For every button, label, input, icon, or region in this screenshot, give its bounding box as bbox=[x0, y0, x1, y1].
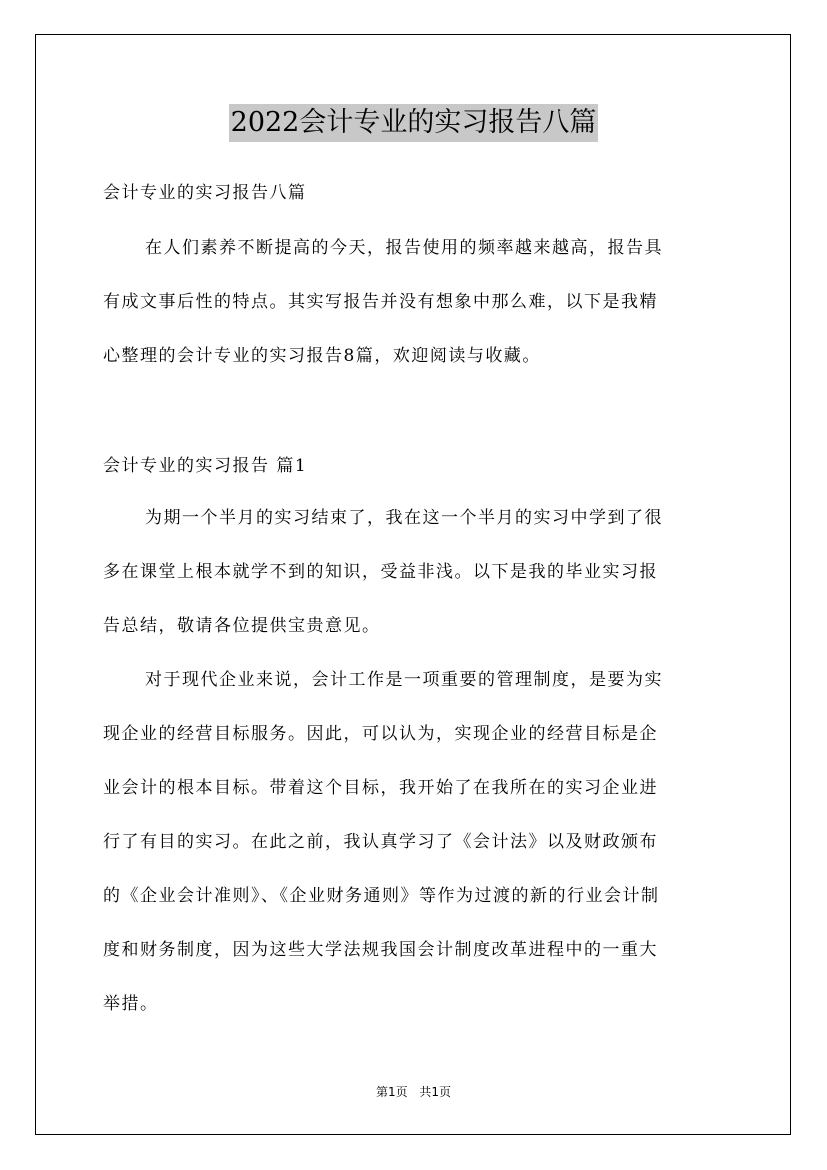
s1p2-line-3: 业会计的根本目标。带着这个目标，我开始了在我所在的实习企业进 bbox=[103, 778, 658, 798]
intro-line-1: 在人们素养不断提高的今天，报告使用的频率越来越高，报告具 bbox=[145, 238, 663, 258]
s1p1-line-3: 告总结，敬请各位提供宝贵意见。 bbox=[103, 616, 381, 636]
section-1-paragraph-2 bbox=[103, 653, 727, 1031]
intro-paragraph bbox=[103, 221, 727, 383]
document-subtitle: 会计专业的实习报告八篇 bbox=[103, 183, 307, 203]
section-1-paragraph-1 bbox=[103, 491, 727, 653]
intro-line-2: 有成文事后性的特点。其实写报告并没有想象中那么难，以下是我精 bbox=[103, 292, 658, 312]
s1p2-line-4: 行了有目的实习。在此之前，我认真学习了《会计法》以及财政颁布 bbox=[103, 832, 658, 852]
s1p2-line-2: 现企业的经营目标服务。因此，可以认为，实现企业的经营目标是企 bbox=[103, 724, 658, 744]
document-title: 2022会计专业的实习报告八篇 bbox=[229, 104, 599, 142]
page-number: 第1页 bbox=[375, 1085, 408, 1099]
s1p1-line-2: 多在课堂上根本就学不到的知识，受益非浅。以下是我的毕业实习报 bbox=[103, 562, 658, 582]
s1p2-line-7: 举措。 bbox=[103, 994, 159, 1014]
title-container bbox=[0, 104, 827, 142]
s1p2-line-5: 的《企业会计准则》、《企业财务通则》等作为过渡的新的行业会计制 bbox=[103, 886, 660, 906]
intro-line-3: 心整理的会计专业的实习报告8篇，欢迎阅读与收藏。 bbox=[103, 346, 541, 366]
s1p2-line-6: 度和财务制度，因为这些大学法规我国会计制度改革进程中的一重大 bbox=[103, 940, 658, 960]
s1p2-line-1: 对于现代企业来说，会计工作是一项重要的管理制度，是要为实 bbox=[145, 670, 663, 690]
section-1-heading: 会计专业的实习报告 篇1 bbox=[103, 456, 308, 476]
total-pages: 共1页 bbox=[419, 1085, 452, 1099]
page-footer bbox=[0, 1084, 827, 1100]
s1p1-line-1: 为期一个半月的实习结束了，我在这一个半月的实习中学到了很 bbox=[145, 508, 663, 528]
